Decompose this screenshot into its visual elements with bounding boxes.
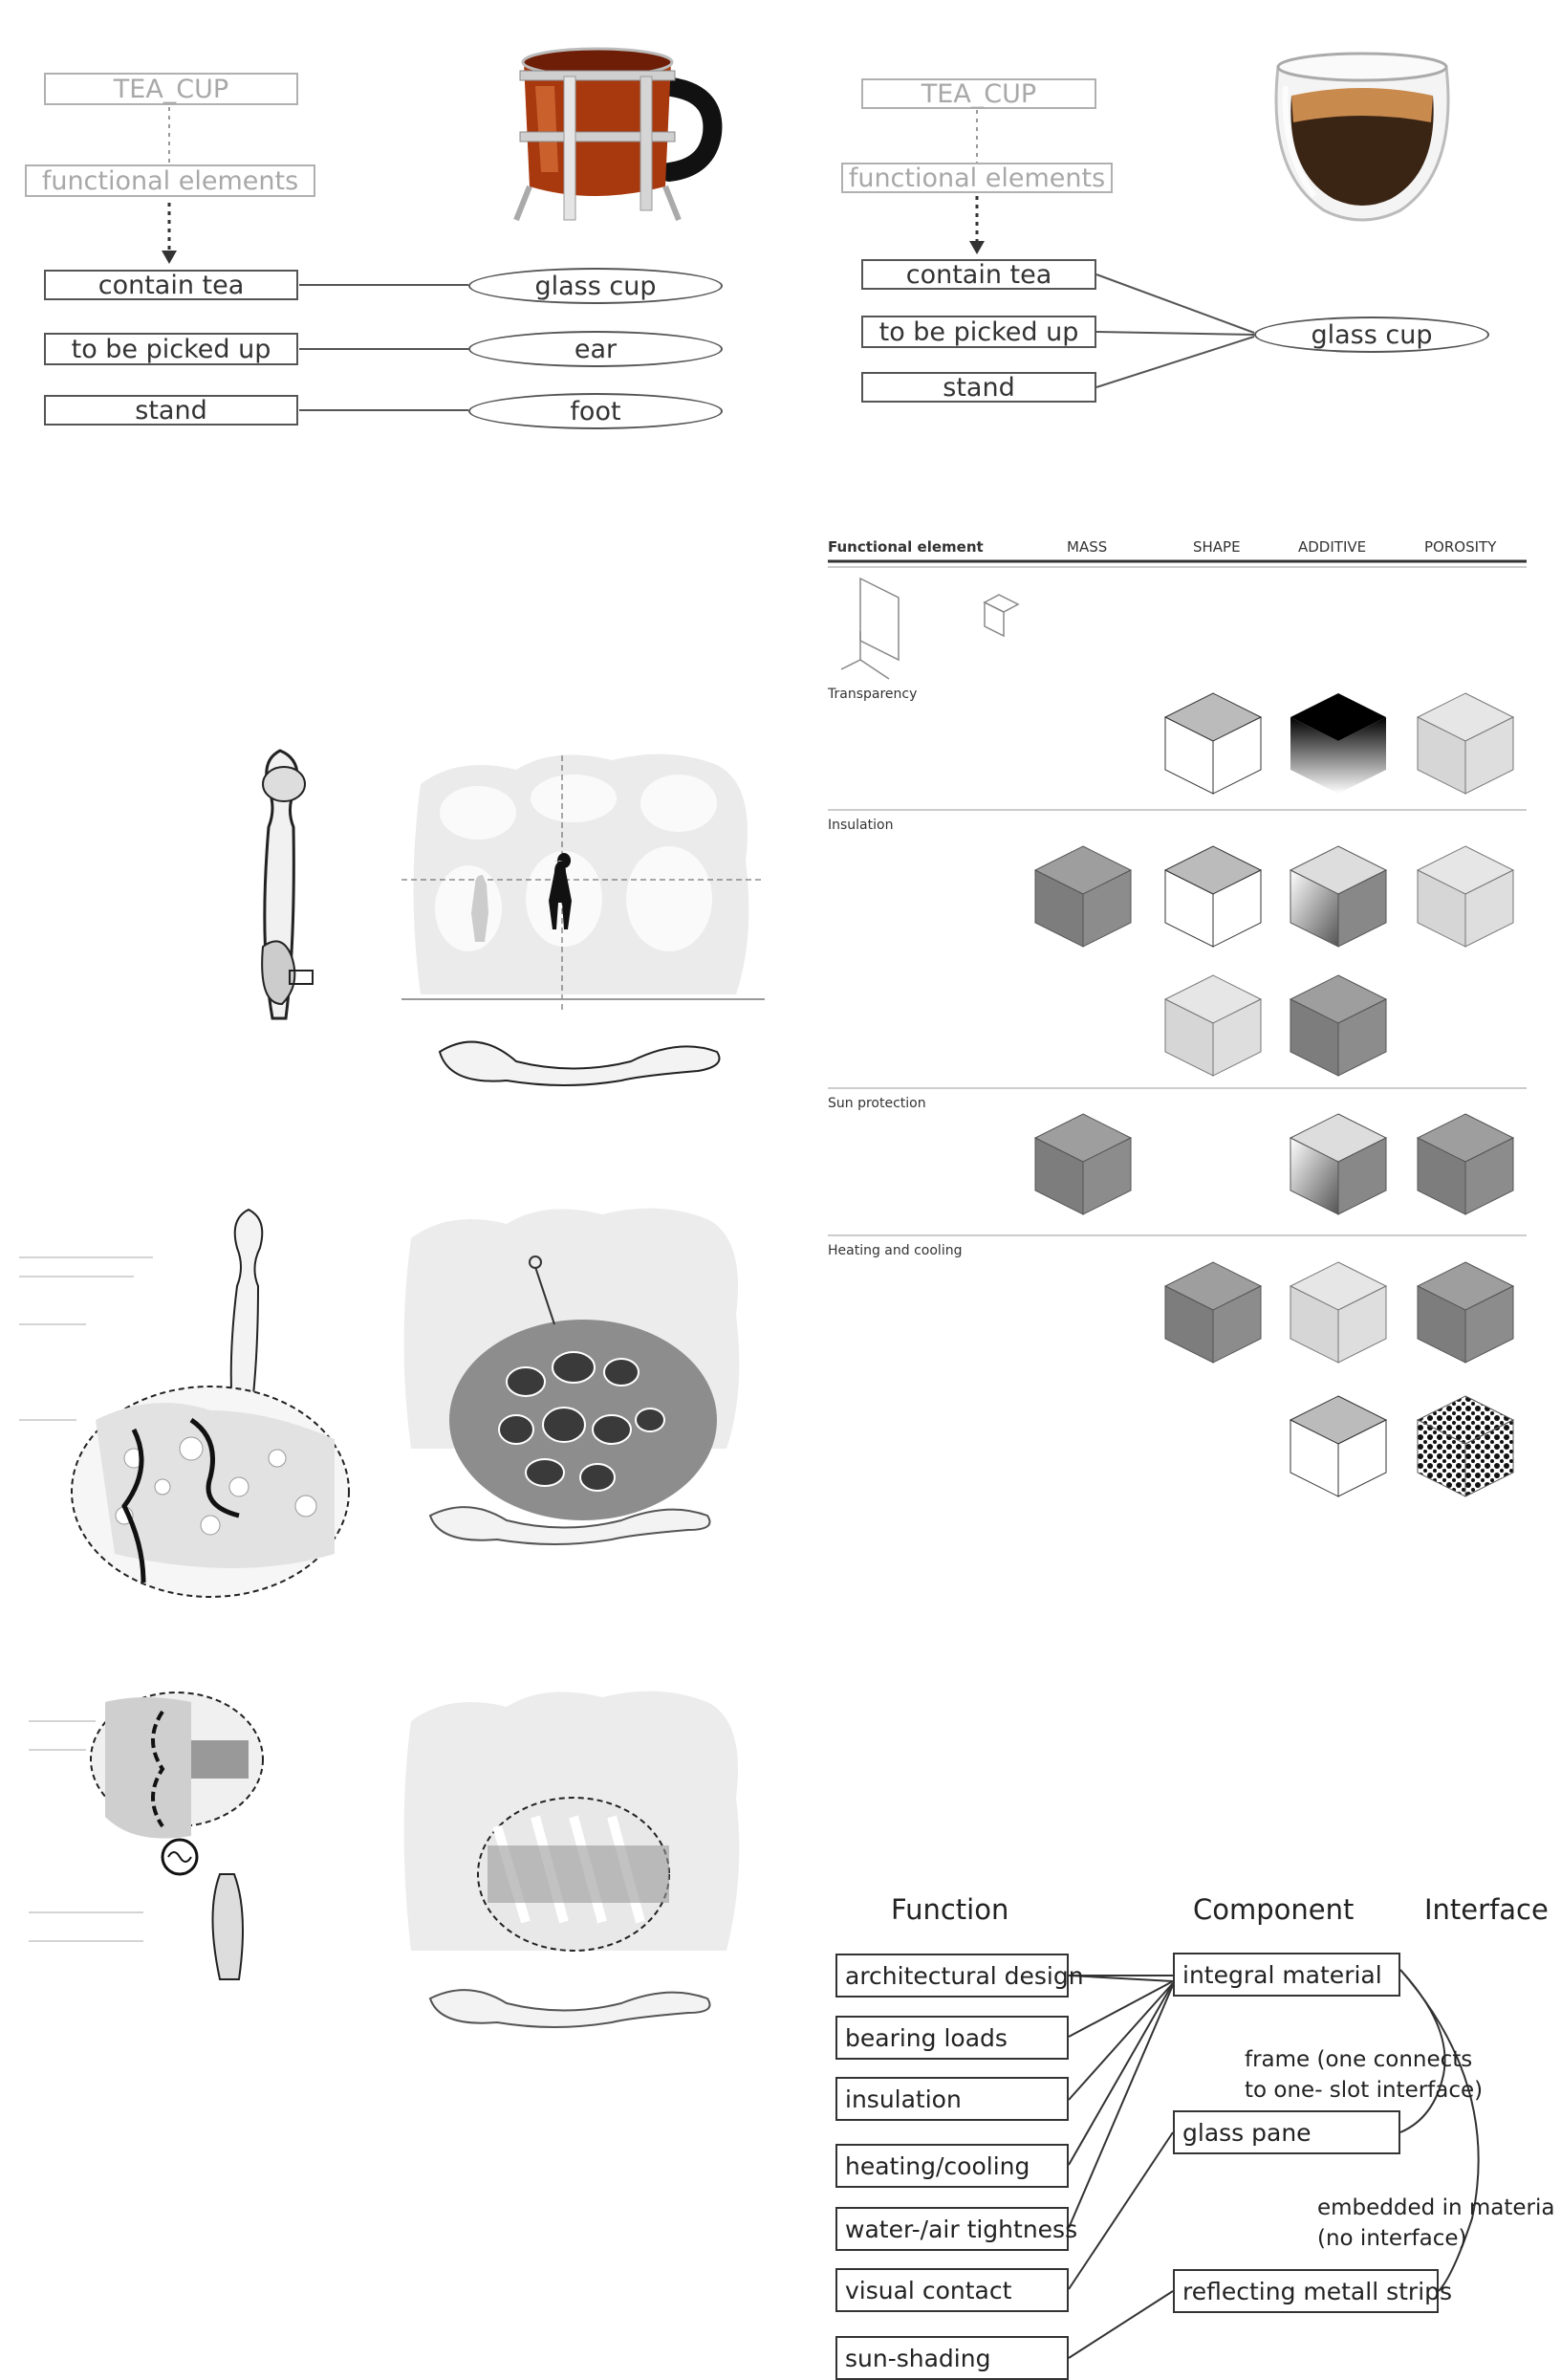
- matrix-header-functional-element: Functional element: [828, 538, 984, 556]
- tea-cup-2-component: glass cup: [1254, 317, 1489, 353]
- tea-cup-2-function-2: to be picked up: [861, 316, 1096, 348]
- interface-note-embedded-2: (no interface): [1317, 2226, 1467, 2251]
- matrix-header-porosity: POROSITY: [1424, 538, 1497, 556]
- component-glass-pane: glass pane: [1173, 2110, 1400, 2154]
- matrix-header-additive: ADDITIVE: [1298, 538, 1367, 556]
- map-header-component: Component: [1193, 1893, 1355, 1926]
- matrix-row-heating-cooling: Heating and cooling: [828, 1243, 963, 1258]
- function-water-air-tightness: water-/air tightness: [835, 2207, 1069, 2251]
- matrix-header-mass: MASS: [1067, 538, 1108, 556]
- interface-note-frame-2: to one- slot interface): [1245, 2078, 1484, 2103]
- tea-cup-2-function-1: contain tea: [861, 259, 1096, 290]
- function-heating-cooling: heating/cooling: [835, 2144, 1069, 2188]
- tea-cup-1-function-1: contain tea: [44, 270, 298, 300]
- tea-cup-1-component-2: ear: [468, 331, 723, 367]
- tea-cup-2-function-3: stand: [861, 372, 1096, 403]
- function-visual-contact: visual contact: [835, 2268, 1069, 2312]
- map-header-interface: Interface: [1424, 1893, 1549, 1926]
- matrix-header-shape: SHAPE: [1193, 538, 1241, 556]
- matrix-row-transparency: Transparency: [828, 687, 918, 702]
- tea-cup-1-title: TEA_CUP: [44, 73, 298, 105]
- tea-cup-1-component-3: foot: [468, 393, 723, 429]
- function-bearing-loads: bearing loads: [835, 2016, 1069, 2060]
- component-reflecting-metall-strips: reflecting metall strips: [1173, 2269, 1439, 2313]
- function-sun-shading: sun-shading: [835, 2336, 1069, 2380]
- matrix-row-insulation: Insulation: [828, 818, 894, 833]
- function-insulation: insulation: [835, 2077, 1069, 2121]
- tea-cup-1-function-2: to be picked up: [44, 333, 298, 365]
- tea-cup-1-subtitle: functional elements: [25, 164, 315, 197]
- interface-note-frame-1: frame (one connects: [1245, 2047, 1473, 2072]
- tea-cup-1-function-3: stand: [44, 395, 298, 426]
- function-architectural-design: architectural design: [835, 1954, 1069, 1998]
- matrix-row-sun-protection: Sun protection: [828, 1096, 926, 1111]
- tea-cup-1-component-1: glass cup: [468, 268, 723, 304]
- component-integral-material: integral material: [1173, 1953, 1400, 1997]
- tea-cup-2-subtitle: functional elements: [841, 163, 1113, 193]
- tea-cup-2-title: TEA_CUP: [861, 78, 1096, 109]
- map-header-function: Function: [891, 1893, 1009, 1926]
- interface-note-embedded-1: embedded in materia: [1317, 2195, 1555, 2220]
